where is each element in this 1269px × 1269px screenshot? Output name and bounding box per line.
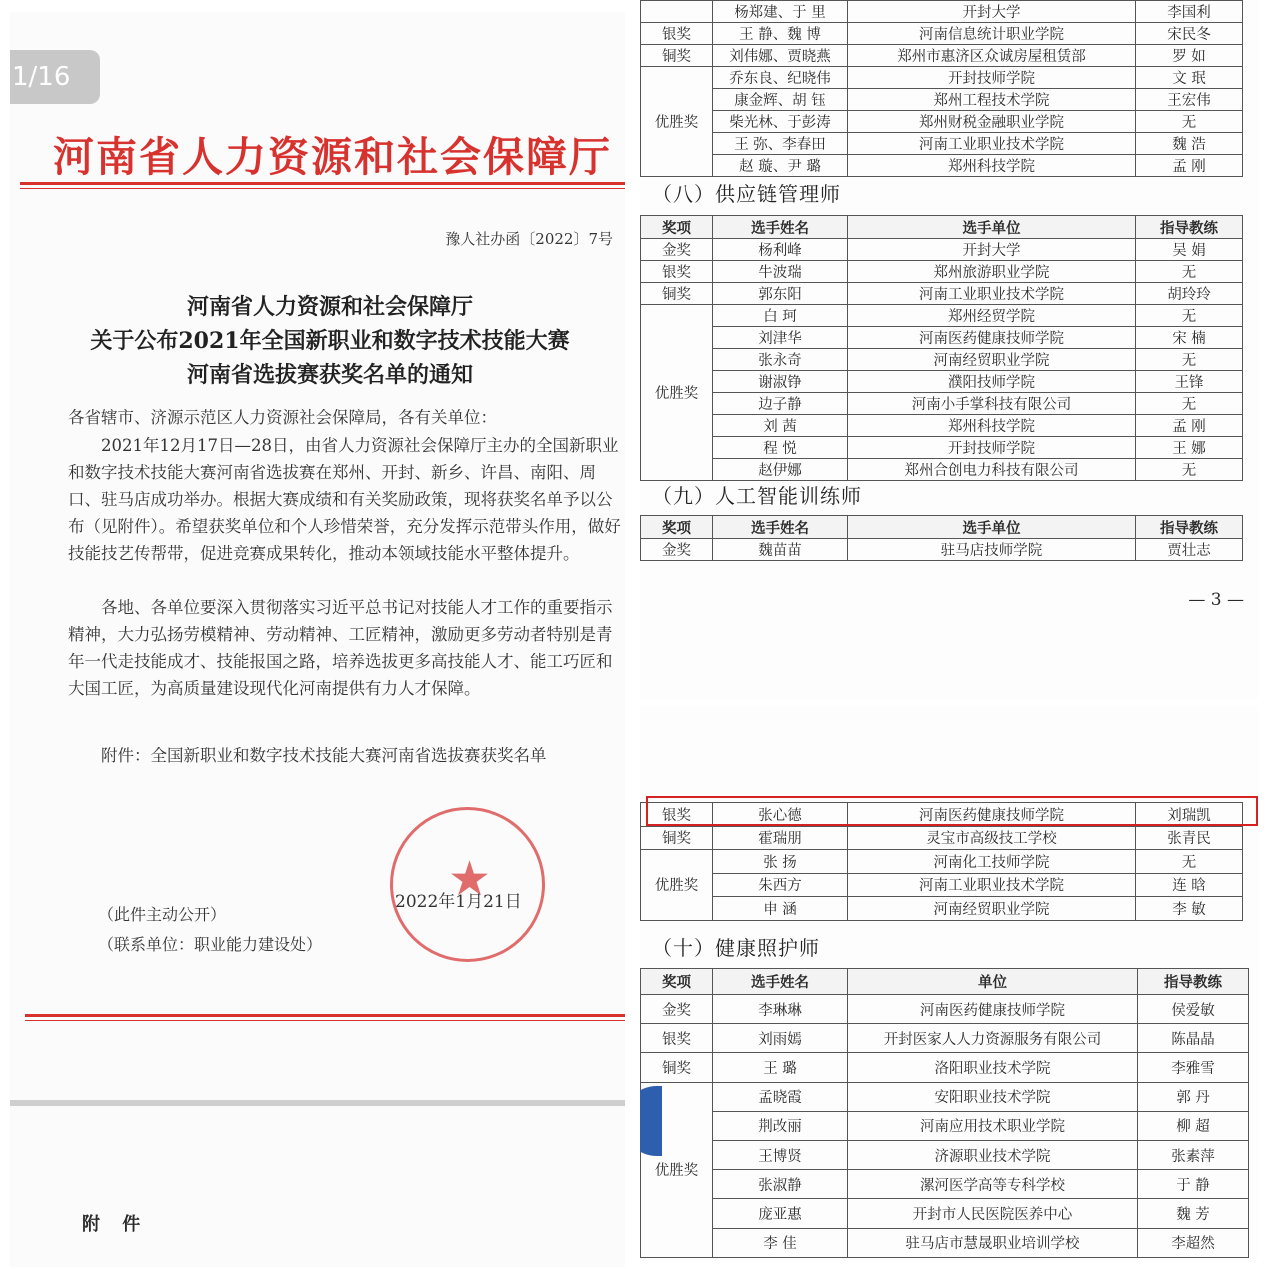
award-cell: 铜奖 [641, 283, 713, 305]
unit-cell: 郑州市惠济区众诚房屋租赁部 [848, 45, 1136, 67]
col-header-award: 奖项 [641, 969, 713, 995]
table-row [641, 850, 1243, 874]
contestant-cell: 张心德 [713, 803, 848, 827]
contestant-cell: 王 静、魏 博 [713, 23, 848, 45]
title-line-3: 河南省选拔赛获奖名单的通知 [186, 362, 473, 388]
contestant-cell: 刘伟娜、贾晓燕 [713, 45, 848, 67]
award-cell: 铜奖 [641, 826, 713, 850]
contestant-cell: 庞亚惠 [713, 1199, 848, 1228]
unit-cell: 驻马店技师学院 [848, 539, 1136, 561]
coach-cell: 宋 楠 [1136, 327, 1243, 349]
coach-cell: 无 [1136, 459, 1243, 481]
unit-cell: 郑州经贸学院 [848, 305, 1136, 327]
coach-cell: 于 静 [1138, 1170, 1249, 1199]
title-line-2: 关于公布2021年全国新职业和数字技术技能大赛 [90, 328, 570, 354]
table-row [641, 305, 1243, 327]
col-header-award: 奖项 [641, 216, 713, 239]
coach-cell: 无 [1136, 305, 1243, 327]
col-header-coach: 指导教练 [1138, 969, 1249, 995]
coach-cell: 胡玲玲 [1136, 283, 1243, 305]
table-row [641, 437, 1243, 459]
unit-cell: 河南经贸职业学院 [848, 349, 1136, 371]
coach-cell: 李 敏 [1136, 897, 1243, 921]
table-row [641, 327, 1243, 349]
unit-cell: 郑州工程技术学院 [848, 89, 1136, 111]
col-header-unit: 选手单位 [848, 516, 1136, 539]
table-row [641, 897, 1243, 921]
unit-cell: 河南医药健康技师学院 [848, 995, 1138, 1024]
contestant-cell: 孟晓霞 [713, 1082, 848, 1111]
table-row [641, 349, 1243, 371]
contestant-cell: 郭东阳 [713, 283, 848, 305]
coach-cell: 无 [1136, 349, 1243, 371]
contestant-cell: 康金辉、胡 钰 [713, 89, 848, 111]
coach-cell: 柳 超 [1138, 1111, 1249, 1140]
contestant-cell: 杨利峰 [713, 239, 848, 261]
unit-cell: 洛阳职业技术学院 [848, 1053, 1138, 1082]
issue-date: 2022年1月21日 [395, 892, 522, 912]
contestant-cell: 李 佳 [713, 1228, 848, 1257]
contestant-cell: 魏苗苗 [713, 539, 848, 561]
document-number: 豫人社办函〔2022〕7号 [445, 230, 613, 248]
contestant-cell: 王 弥、李春田 [713, 133, 848, 155]
contestant-cell: 牛波瑞 [713, 261, 848, 283]
coach-cell: 李国利 [1136, 1, 1243, 23]
award-table-continued [640, 0, 1243, 177]
col-header-name: 选手姓名 [713, 216, 848, 239]
table-row [641, 261, 1243, 283]
unit-cell: 河南工业职业技术学院 [848, 283, 1136, 305]
award-cell: 优胜奖 [641, 1082, 713, 1257]
contestant-cell: 刘 茜 [713, 415, 848, 437]
coach-cell: 李超然 [1138, 1228, 1249, 1257]
award-cell: 银奖 [641, 1024, 713, 1053]
section-title-health-care: （十）健康照护师 [652, 936, 820, 960]
award-cell: 优胜奖 [641, 850, 713, 921]
col-header-award: 奖项 [641, 516, 713, 539]
document-page-1 [10, 12, 625, 1267]
table-row [641, 1228, 1249, 1257]
coach-cell: 罗 如 [1136, 45, 1243, 67]
table-row [641, 155, 1243, 177]
public-note: （此件主动公开） [98, 905, 227, 924]
unit-cell: 济源职业技术学院 [848, 1140, 1138, 1169]
contestant-cell: 王 璐 [713, 1053, 848, 1082]
award-cell: 银奖 [641, 261, 713, 283]
page-counter-badge: 1/16 [10, 50, 100, 104]
award-cell: 金奖 [641, 539, 713, 561]
contestant-cell: 赵 璇、尹 璐 [713, 155, 848, 177]
floating-button[interactable] [640, 1086, 662, 1156]
official-seal [390, 807, 545, 962]
col-header-unit: 单位 [848, 969, 1138, 995]
unit-cell: 郑州科技学院 [848, 415, 1136, 437]
col-header-unit: 选手单位 [848, 216, 1136, 239]
coach-cell: 王 娜 [1136, 437, 1243, 459]
award-cell: 银奖 [641, 23, 713, 45]
footer-rule [25, 1014, 625, 1017]
contestant-cell: 柴光林、于彭涛 [713, 111, 848, 133]
coach-cell: 无 [1136, 850, 1243, 874]
unit-cell: 开封大学 [848, 239, 1136, 261]
award-cell: 优胜奖 [641, 67, 713, 177]
table-row [641, 45, 1243, 67]
unit-cell: 濮阳技师学院 [848, 371, 1136, 393]
page-separator [10, 1100, 625, 1106]
unit-cell: 河南信息统计职业学院 [848, 23, 1136, 45]
table-row [641, 283, 1243, 305]
salutation: 各省辖市、济源示范区人力资源社会保障局，各有关单位： [68, 408, 497, 427]
table-row [641, 539, 1243, 561]
contestant-cell: 边子静 [713, 393, 848, 415]
coach-cell: 无 [1136, 393, 1243, 415]
table-row [641, 67, 1243, 89]
table-row [641, 873, 1243, 897]
coach-cell: 无 [1136, 261, 1243, 283]
unit-cell: 河南应用技术职业学院 [848, 1111, 1138, 1140]
unit-cell: 漯河医学高等专科学校 [848, 1170, 1138, 1199]
contestant-cell: 张永奇 [713, 349, 848, 371]
coach-cell: 王宏伟 [1136, 89, 1243, 111]
coach-cell: 王锋 [1136, 371, 1243, 393]
table-row [641, 415, 1243, 437]
coach-cell: 孟 刚 [1136, 155, 1243, 177]
coach-cell: 宋民冬 [1136, 23, 1243, 45]
unit-cell: 河南小手掌科技有限公司 [848, 393, 1136, 415]
table-row [641, 371, 1243, 393]
award-cell: 优胜奖 [641, 305, 713, 481]
coach-cell: 张素萍 [1138, 1140, 1249, 1169]
coach-cell: 李雅雪 [1138, 1053, 1249, 1082]
table-row [641, 995, 1249, 1024]
attachment-line: 附件：全国新职业和数字技术技能大赛河南省选拔赛获奖名单 [101, 746, 547, 765]
header-rule-thin [20, 188, 625, 189]
paragraph-2: 各地、各单位要深入贯彻落实习近平总书记对技能人才工作的重要指示精神，大力弘扬劳模精神、劳动精神、工匠精神，激励更多劳动者特别是青年一代走技能成才、技能报国之路，培养选拔更多高技能人才、能工巧匠和大国工匠，为高质量建设现代化河南提供有力人才保障。 [68, 598, 613, 698]
award-cell: 铜奖 [641, 1053, 713, 1082]
table-row [641, 1140, 1249, 1169]
unit-cell: 河南医药健康技师学院 [848, 327, 1136, 349]
unit-cell: 河南医药健康技师学院 [848, 803, 1136, 827]
table-row [641, 1024, 1249, 1053]
table-row [641, 459, 1243, 481]
document-page-3 [640, 0, 1258, 700]
unit-cell: 开封医家人人力资源服务有限公司 [848, 1024, 1138, 1053]
unit-cell: 郑州科技学院 [848, 155, 1136, 177]
title-line-1: 河南省人力资源和社会保障厅 [186, 294, 473, 320]
org-header: 河南省人力资源和社会保障厅 [53, 133, 612, 181]
header-rule [20, 182, 625, 185]
table-row [641, 23, 1243, 45]
contestant-cell: 白 珂 [713, 305, 848, 327]
coach-cell: 陈晶晶 [1138, 1024, 1249, 1053]
unit-cell: 河南工业职业技术学院 [848, 873, 1136, 897]
unit-cell: 开封大学 [848, 1, 1136, 23]
contestant-cell: 张淑静 [713, 1170, 848, 1199]
coach-cell: 连 晗 [1136, 873, 1243, 897]
table-row [641, 1170, 1249, 1199]
attachment-heading: 附 件 [82, 1214, 149, 1235]
contestant-cell: 杨郑建、于 里 [713, 1, 848, 23]
col-header-coach: 指导教练 [1136, 516, 1243, 539]
table-row [641, 1199, 1249, 1228]
unit-cell: 河南化工技师学院 [848, 850, 1136, 874]
table-row [641, 89, 1243, 111]
paragraph-1: 2021年12月17日—28日，由省人力资源社会保障厅主办的全国新职业和数字技术技能大赛河南省选拔赛在郑州、开封、新乡、许昌、南阳、周口、驻马店成功举办。根据大赛成绩和有关奖励政策，现将获奖名单予以公布（见附件）。希望获奖单位和个人珍惜荣誉，充分发挥示范带头作用，做好技能技艺传帮带，促进竞赛成果转化，推动本领域技能水平整体提升。 [68, 436, 621, 563]
contestant-cell: 李琳琳 [713, 995, 848, 1024]
unit-cell: 郑州合创电力科技有限公司 [848, 459, 1136, 481]
award-cell: 铜奖 [641, 45, 713, 67]
contestant-cell: 荆改丽 [713, 1111, 848, 1140]
coach-cell: 文 珉 [1136, 67, 1243, 89]
coach-cell: 孟 刚 [1136, 415, 1243, 437]
table-row [641, 1111, 1249, 1140]
award-table-health-care [640, 968, 1249, 1258]
coach-cell: 吴 娟 [1136, 239, 1243, 261]
contestant-cell: 张 扬 [713, 850, 848, 874]
section-title-ai-trainer: （九）人工智能训练师 [652, 484, 862, 508]
coach-cell: 郭 丹 [1138, 1082, 1249, 1111]
star-icon: ★ [448, 851, 492, 907]
table-row [641, 1, 1243, 23]
contestant-cell: 程 悦 [713, 437, 848, 459]
highlight-box [646, 796, 1258, 826]
coach-cell: 魏 芳 [1138, 1199, 1249, 1228]
award-cell: 银奖 [641, 803, 713, 827]
col-header-name: 选手姓名 [713, 969, 848, 995]
contact-note: （联系单位：职业能力建设处） [98, 935, 323, 954]
coach-cell: 张青民 [1136, 826, 1243, 850]
unit-cell: 安阳职业技术学院 [848, 1082, 1138, 1111]
table-row [641, 1082, 1249, 1111]
unit-cell: 河南工业职业技术学院 [848, 133, 1136, 155]
contestant-cell: 刘津华 [713, 327, 848, 349]
contestant-cell: 霍瑞朋 [713, 826, 848, 850]
table-row [641, 826, 1243, 850]
coach-cell: 贾壮志 [1136, 539, 1243, 561]
table-row [641, 239, 1243, 261]
page-number: — 3 — [1188, 590, 1244, 610]
award-cell: 金奖 [641, 995, 713, 1024]
coach-cell: 侯爱敏 [1138, 995, 1249, 1024]
coach-cell: 魏 浩 [1136, 133, 1243, 155]
contestant-cell: 乔东良、纪晓伟 [713, 67, 848, 89]
contestant-cell: 谢淑铮 [713, 371, 848, 393]
unit-cell: 开封技师学院 [848, 437, 1136, 459]
unit-cell: 开封市人民医院医养中心 [848, 1199, 1138, 1228]
award-table-supply-chain [640, 215, 1243, 481]
award-cell [641, 1, 713, 23]
unit-cell: 郑州旅游职业学院 [848, 261, 1136, 283]
coach-cell: 刘瑞凯 [1136, 803, 1243, 827]
table-row [641, 111, 1243, 133]
contestant-cell: 朱西方 [713, 873, 848, 897]
contestant-cell: 申 涵 [713, 897, 848, 921]
unit-cell: 河南经贸职业学院 [848, 897, 1136, 921]
contestant-cell: 刘雨嫣 [713, 1024, 848, 1053]
unit-cell: 灵宝市高级技工学校 [848, 826, 1136, 850]
award-cell: 金奖 [641, 239, 713, 261]
award-table-ai-trainer [640, 515, 1243, 561]
unit-cell: 郑州财税金融职业学院 [848, 111, 1136, 133]
coach-cell: 无 [1136, 111, 1243, 133]
col-header-coach: 指导教练 [1136, 216, 1243, 239]
unit-cell: 驻马店市慧晟职业培训学校 [848, 1228, 1138, 1257]
col-header-name: 选手姓名 [713, 516, 848, 539]
section-title-supply-chain: （八）供应链管理师 [652, 182, 841, 206]
document-page-4 [640, 706, 1258, 1261]
table-row [641, 133, 1243, 155]
table-row [641, 393, 1243, 415]
footer-rule-thin [25, 1020, 625, 1021]
contestant-cell: 王博贤 [713, 1140, 848, 1169]
table-row [641, 1053, 1249, 1082]
contestant-cell: 赵伊娜 [713, 459, 848, 481]
unit-cell: 开封技师学院 [848, 67, 1136, 89]
